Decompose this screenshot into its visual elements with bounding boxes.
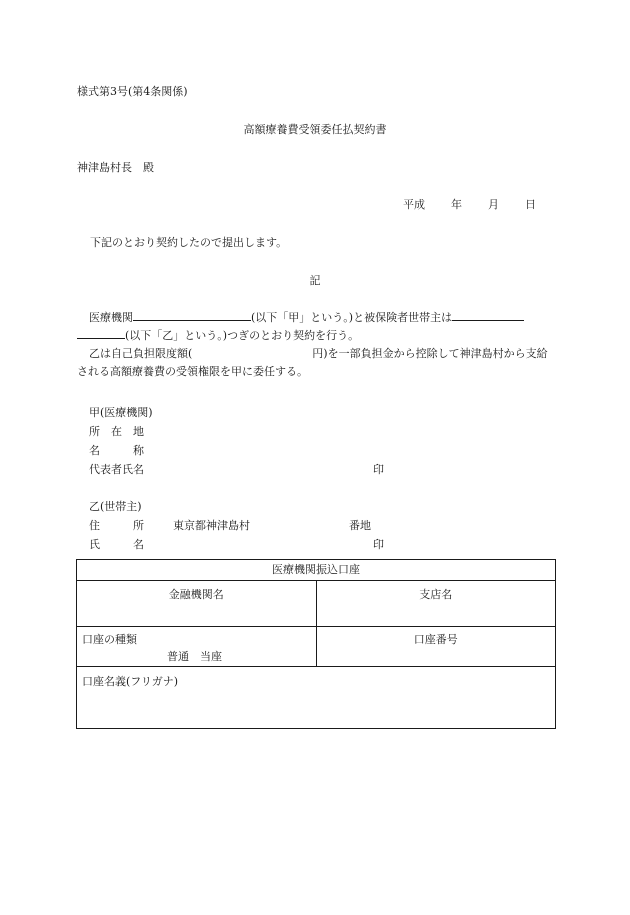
bank-account-table: [76, 559, 556, 729]
account-number-cell[interactable]: [316, 627, 556, 667]
party-b-seal-mark: 印: [373, 538, 384, 551]
bank-name-cell[interactable]: [77, 581, 317, 627]
addressee: 神津島村長 殿: [77, 161, 154, 174]
clause-1-suffix: (以下「乙」という。)つぎのとおり契約を行う。: [125, 329, 360, 342]
date-line: [403, 199, 536, 210]
clause-2-prefix: 乙は自己負担限度額(: [89, 347, 193, 360]
bank-name-label: 金融機関名: [168, 588, 224, 601]
branch-name-cell[interactable]: [316, 581, 556, 627]
party-a-name-label: 名 称: [89, 444, 144, 457]
clause-2: [77, 345, 557, 381]
form-number: 様式第3号(第4条関係): [77, 85, 188, 98]
party-a-address-label: 所 在 地: [89, 425, 144, 438]
date-day-label: 日: [525, 198, 536, 211]
party-b-address-value: 東京都神津島村: [173, 519, 250, 532]
party-a-rep-label: 代表者氏名: [89, 463, 144, 476]
account-type-cell[interactable]: [77, 627, 317, 667]
branch-name-label: 支店名: [419, 588, 453, 601]
party-b-name-label: 氏 名: [89, 538, 144, 551]
party-a-seal-mark: 印: [373, 463, 384, 476]
ki-heading: 記: [309, 274, 321, 287]
clause-1-prefix: 医療機関: [89, 311, 133, 324]
document-title: 高額療養費受領委任払契約書: [243, 123, 387, 136]
account-holder-cell[interactable]: [77, 667, 556, 729]
clause-2-suffix: 円)を一部負担金から控除して神津島村から支給される高額療養費の受領権限を甲に委任する。: [77, 347, 548, 378]
account-type-options[interactable]: 普通 当座: [167, 650, 222, 663]
householder-blank-2[interactable]: [77, 327, 125, 339]
intro-text: 下記のとおり契約したので提出します。: [90, 236, 288, 249]
party-b-address-label: 住 所: [89, 519, 144, 532]
party-b-label: 乙(世帯主): [89, 500, 142, 513]
householder-blank-1[interactable]: [452, 309, 524, 321]
account-type-label: 口座の種類: [82, 633, 137, 646]
date-era: 平成: [403, 198, 425, 211]
clause-1: [77, 309, 557, 345]
date-year-label: 年: [451, 198, 462, 211]
medical-institution-blank[interactable]: [133, 309, 251, 321]
account-number-label: 口座番号: [413, 633, 458, 646]
party-a-label: 甲(医療機関): [89, 406, 153, 419]
clause-1-middle: (以下「甲」という。)と被保険者世帯主は: [251, 311, 453, 324]
party-b-banchi: 番地: [349, 519, 371, 532]
date-month-label: 月: [488, 198, 499, 211]
account-holder-label: 口座名義(フリガナ): [82, 675, 179, 688]
bank-table-header: 医療機関振込口座: [77, 560, 556, 581]
